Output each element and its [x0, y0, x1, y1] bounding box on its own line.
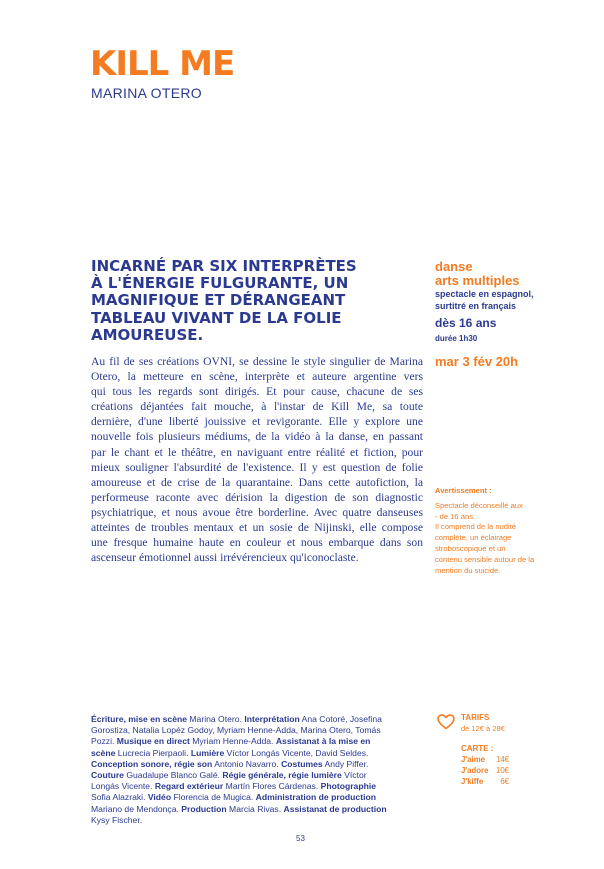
credit-names: Myriam Henne-Adda. — [189, 736, 276, 747]
warning-line: complète, un éclairage — [435, 533, 512, 543]
credits-line — [91, 804, 423, 815]
language-line: surtitré en français — [435, 301, 517, 311]
language-info — [435, 288, 534, 312]
warning-line: stroboscopique et un — [435, 543, 506, 553]
headline — [91, 258, 411, 344]
credit-names: Florencia de Mugica. — [171, 792, 256, 803]
carte-price: 6€ — [500, 777, 509, 786]
genre-arts: arts multiples — [435, 273, 520, 288]
credit-role: Assistanat de production — [283, 803, 387, 814]
body-line: dernière, d'une liberté jouissive et revigorante. Elle y explore une — [91, 415, 423, 429]
credit-role: Interprétation — [244, 714, 300, 724]
warning-line: contenu sensible autour de la — [435, 554, 535, 564]
credit-role: Écriture, mise en scène — [91, 714, 188, 724]
tarifs-range: de 12€ à 28€ — [461, 724, 505, 733]
heart-icon — [437, 714, 455, 730]
credit-names: Guadalupe Blanco Galé. — [123, 770, 223, 781]
warning-line: Il comprend de la nudité — [435, 522, 517, 532]
credit-role: Régie générale, régie lumière — [222, 770, 342, 781]
credit-role: Lumière — [190, 747, 225, 758]
credit-names: Ana Cotoré, Josefina — [299, 714, 382, 724]
credit-names: Pozzi. — [91, 736, 117, 747]
credits-block — [91, 714, 423, 826]
credit-role: Production — [181, 803, 227, 814]
body-line: créations déjantées fait mouche, à l'instar de Kill Me, sa toute — [91, 400, 423, 414]
warning-line: Spectacle déconseillé aux — [435, 500, 523, 510]
credit-names: Gorostiza, Natalia Lopéz Godoy, Myriam Henne-Adda, Marina Otero, Tomás — [91, 725, 381, 736]
credit-role: Vidéo — [147, 792, 172, 803]
credit-role: Conception sonore, régie son — [91, 758, 213, 769]
page-title: KILL ME — [90, 44, 235, 84]
genre-dance: danse — [435, 259, 473, 274]
warning-title: Avertissement : — [435, 486, 492, 495]
page-number: 53 — [296, 834, 305, 843]
warning-line: - de 16 ans. — [435, 511, 476, 521]
credit-role: Administration de production — [255, 792, 376, 803]
author-name: MARINA OTERO — [91, 85, 202, 101]
warning-block — [435, 486, 555, 576]
headline-line: À L'ÉNERGIE FULGURANTE, UN — [91, 274, 349, 293]
credit-role: Regard extérieur — [154, 781, 224, 792]
body-line: atteintes de troubles mentaux et un sosie de Nijinski, elle compose — [91, 521, 423, 535]
credit-role: scène — [91, 747, 116, 758]
credit-names: Antonio Navarro. — [212, 758, 282, 769]
credit-names: Sofia Alazraki. — [91, 792, 148, 803]
carte-row — [461, 777, 509, 786]
duration: durée 1h30 — [435, 334, 478, 343]
credit-names: Kysy Fischer. — [91, 814, 143, 825]
carte-row — [461, 766, 509, 775]
credit-names: Mariano de Mendonça. — [91, 803, 182, 814]
body-line: amoureuse et de crise de la quarantaine. Dans cette autofiction, la — [91, 475, 423, 489]
warning-line: mention du suicide. — [435, 565, 501, 575]
credits-line — [91, 714, 423, 725]
credits-line — [91, 792, 423, 803]
carte-name: J'aime — [461, 755, 485, 764]
headline-line: MAGNIFIQUE ET DÉRANGEANT — [91, 291, 346, 310]
body-line: Au fil de ses créations OVNI, se dessine le style singulier de Marina — [91, 355, 423, 368]
credit-names: Víctor Longás Vicente, David Seldes. — [224, 747, 369, 758]
language-line: spectacle en espagnol, — [435, 289, 534, 299]
body-line: qui tous les regards sont dirigés. Et pour cause, chacune de ses — [91, 385, 423, 399]
credit-role: Couture — [91, 770, 124, 781]
credit-names: Martín Flores Cárdenas. — [223, 781, 321, 792]
tarifs-title: TARIFS — [461, 713, 490, 722]
body-line: psychiatrique, et nous avoue être borderline. Avec quatre danseuses — [91, 505, 423, 519]
credits-line — [91, 748, 423, 759]
age-limit: dès 16 ans — [435, 316, 497, 330]
credit-names: Víctor — [341, 770, 367, 781]
body-line: Otero, la metteure en scène, interprète et auteure argentine vers — [91, 370, 423, 384]
credit-role: Photographie — [320, 781, 377, 792]
body-line: une fresque humaine haute en couleur et nous embarque dans son — [91, 536, 423, 550]
credit-names: Lucrecia Pierpaoli. — [115, 747, 191, 758]
credits-line — [91, 781, 423, 792]
credit-role: Musique en direct — [116, 736, 190, 747]
show-date: mar 3 fév 20h — [435, 354, 519, 369]
credits-line — [91, 759, 423, 770]
credits-line — [91, 725, 423, 736]
credit-names: Marcia Rivas. — [226, 803, 284, 814]
body-line: par le chant et le théâtre, en naviguant entre réalité et fiction, pour — [91, 445, 423, 459]
carte-price: 10€ — [495, 766, 509, 775]
carte-name: J'adore — [461, 766, 489, 775]
carte-price: 14€ — [495, 755, 509, 764]
carte-title: CARTE : — [461, 744, 494, 753]
body-text — [91, 354, 423, 565]
credits-line — [91, 770, 423, 781]
credits-line — [91, 736, 423, 747]
credit-names: Marina Otero. — [187, 714, 245, 724]
body-line: ascenseur émotionnel aussi irrévérencieux qu'iconoclaste. — [91, 551, 359, 565]
credit-names: Longás Vicente. — [91, 781, 155, 792]
body-line: mieux souligner l'absurdité de l'existence. Il y est question de folie — [91, 460, 423, 474]
body-line: performeuse raconte avec dérision la digestion de son diagnostic — [91, 490, 423, 504]
credit-role: Assistanat à la mise en — [275, 736, 371, 747]
credit-names: Andy Piffer. — [322, 758, 369, 769]
headline-line: TABLEAU VIVANT DE LA FOLIE — [91, 308, 342, 327]
credit-role: Costumes — [281, 758, 323, 769]
credits-line — [91, 815, 423, 826]
carte-row — [461, 755, 509, 764]
body-line: nouvelle fois plusieurs médiums, de la vidéo à la danse, en passant — [91, 430, 423, 444]
headline-line: INCARNÉ PAR SIX INTERPRÈTES — [91, 257, 357, 275]
headline-line: AMOUREUSE. — [91, 325, 204, 344]
carte-name: J'kiffe — [461, 777, 484, 786]
